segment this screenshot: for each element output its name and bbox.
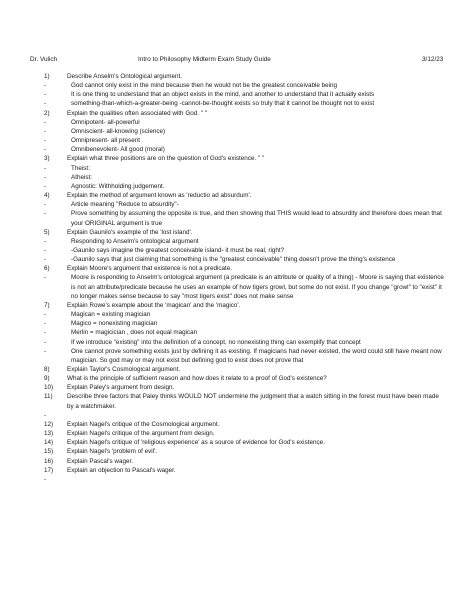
bullet-text [44,411,444,420]
answer-bullet [44,246,444,255]
bullet-text: Omnipotent- all-powerful [71,118,140,126]
bullet-text: One cannot prove something exists just by defining it as existing. If magicians had never existed, the word could still have meant now magician. So god may or may not exist but defining god to exist does not prove that [71,347,442,364]
bullet-text: Magican = existing magician [71,311,151,319]
bullet-marker: - [44,311,47,319]
question-number: 17) [44,466,54,474]
question-number: 6) [44,265,50,273]
question-item [44,374,444,383]
question-item [44,383,444,392]
bullet-marker: - [44,146,47,154]
question-item [44,447,444,456]
answer-bullet [44,118,444,127]
answer-bullet [44,99,444,108]
bullet-marker: - [44,164,47,172]
bullet-marker: - [44,100,47,108]
bullet-marker: - [44,173,47,181]
bullet-text: If we introduce "existing" into the definition of a concept, no nonexisting thing can exemplify that concept [71,338,361,346]
bullet-text: Omnipresent- all present [71,137,140,145]
question-item [44,191,444,200]
question-number: 13) [44,430,54,438]
bullet-text: Magico = nonexisting magician [71,320,158,328]
question-item [44,420,444,429]
question-text: What is the principle of sufficient reason and how does it relate to a proof of God's existence? [67,375,327,383]
bullet-marker: - [44,246,47,254]
bullet-marker: - [44,127,47,135]
answer-bullet [44,81,444,90]
question-text: Explain Taylor's Cosmological argument. [67,366,181,373]
answer-bullet [44,127,444,136]
question-number: 14) [44,439,54,447]
answer-bullet [44,347,444,365]
bullet-text: -Gaunilo says imagine the greatest conceivable island- it must be real, right? [71,246,285,254]
header-date: 3/12/23 [422,56,444,63]
question-text: Explain Moore's argument that existence is not a predicate. [67,265,233,273]
answer-bullet [44,475,444,484]
bullet-marker: - [44,320,47,328]
bullet-text: God cannot only exist in the mind because then he would not be the greatest conceivable being [71,82,338,90]
bullet-text: something-than-which-a-greater-being -cannot-be-thought exists so truly that it cannot be thought not to exist [71,100,375,108]
question-text: Explain Nagel's critique of 'religious experience' as a source of evidence for God's existence. [67,439,325,447]
bullet-text: Moore is responding to Anselm's ontological argument (a predicate is an attribute or quality of a thing) - Moore is saying that existence is not an attribute/predicate because he uses an example of how tigers growl, but some do not exist. If you change "growl" to "exist" it no longer makes sense because to say "most tigers exist" does not make sense [71,274,444,300]
question-item [44,429,444,438]
question-item [44,301,444,310]
bullet-marker: - [44,182,47,190]
question-number: 15) [44,448,54,456]
answer-bullet [44,164,444,173]
answer-bullet [44,328,444,337]
bullet-marker: - [44,91,47,99]
question-number: 2) [44,109,50,117]
question-item [44,392,444,410]
answer-bullet [44,209,444,227]
bullet-text: Article meaning "Reduce to absurdity"- [71,201,179,209]
bullet-text: It is one thing to understand that an object exists in the mind, and another to understand that it actually exists [71,91,375,99]
answer-bullet [44,90,444,99]
bullet-marker: - [44,256,47,264]
question-number: 3) [44,155,50,163]
bullet-marker: - [44,347,47,355]
answer-bullet [44,136,444,145]
bullet-marker: - [44,274,47,282]
question-text: Explain Paley's argument from design. [67,384,175,392]
answer-bullet [44,319,444,328]
bullet-text: Merlin = magicician , does not equal magican [71,329,198,337]
question-number: 7) [44,301,50,309]
question-text: Describe three factors that Paley thinks WOULD NOT undermine the judgment that a watch sitting in the forest must have been made by a watchmaker. [67,393,439,410]
bullet-marker: - [44,118,47,126]
bullet-marker: - [44,475,47,483]
question-text: Explain Rowe's example about the 'magican' and the 'magico'. [67,301,241,309]
answer-bullet [44,145,444,154]
question-item [44,264,444,273]
question-item [44,365,444,374]
question-item [44,466,444,475]
question-item [44,228,444,237]
question-number: 8) [44,366,50,373]
question-item [44,154,444,163]
bullet-marker: - [44,329,47,337]
bullet-marker: - [44,210,47,218]
bullet-text: Omniscient- all-knowing (science) [71,127,166,135]
study-guide-list [44,72,444,484]
question-number: 4) [44,192,50,200]
question-item [44,109,444,118]
question-number: 10) [44,384,54,392]
bullet-text: Theist: [71,164,90,172]
bullet-text: -Gaunilo says that just claiming that something is the "greatest conceivable" thing doesn't prove the thing's existence [71,256,396,264]
question-number: 5) [44,228,50,236]
question-text: Explain an objection to Pascal's wager. [67,466,176,474]
answer-bullet [44,200,444,209]
question-text: Explain Pascal's wager. [67,457,133,465]
question-text: Explain the qualities often associated with God. " " [67,109,207,117]
question-text: Explain Nagel's critique of the argument from design. [67,430,215,438]
answer-bullet [44,182,444,191]
question-number: 12) [44,420,54,428]
question-text: Explain what three positions are on the question of God's existence. " " [67,155,265,163]
bullet-text: Agnostic: Withholding judgement. [71,182,165,190]
bullet-text: Prove something by assuming the opposite is true, and then showing that THIS would lead to absurdity and therefore does mean that your ORIGINAL argument is true [71,210,442,227]
question-text: Explain Nagel's 'problem of evil'. [67,448,158,456]
question-number: 9) [44,375,50,383]
bullet-marker: - [44,137,47,145]
answer-bullet [44,273,444,300]
question-item [44,72,444,81]
bullet-marker: - [44,82,47,90]
bullet-text [44,475,444,484]
bullet-marker: - [44,338,47,346]
question-number: 11) [44,393,53,401]
bullet-marker: - [44,237,47,245]
bullet-text: Atheist: [71,173,92,181]
bullet-marker: - [44,201,47,209]
bullet-text: Omnibenevolent- All good (moral) [71,146,165,154]
bullet-text: Responding to Anselm's ontological argument [71,237,199,245]
question-text: Explain the method of argument known as 'reductio ad absurdum'. [67,192,252,200]
answer-bullet [44,255,444,264]
question-item [44,438,444,447]
question-text: Explain Gaunilo's example of the 'lost island'. [67,228,193,236]
answer-bullet [44,173,444,182]
question-number: 1) [44,73,50,80]
header-title: Intro to Philosophy Midterm Exam Study Guide [138,56,271,63]
question-item [44,457,444,466]
question-number: 16) [44,457,54,465]
header-author: Dr. Vulich [30,56,58,63]
question-text: Explain Nagel's critique of the Cosmological argument. [67,420,220,428]
answer-bullet [44,310,444,319]
answer-bullet [44,411,444,420]
question-text: Describe Anselm's Ontological argument. [67,73,182,80]
answer-bullet [44,338,444,347]
answer-bullet [44,237,444,246]
bullet-marker: - [44,411,47,419]
